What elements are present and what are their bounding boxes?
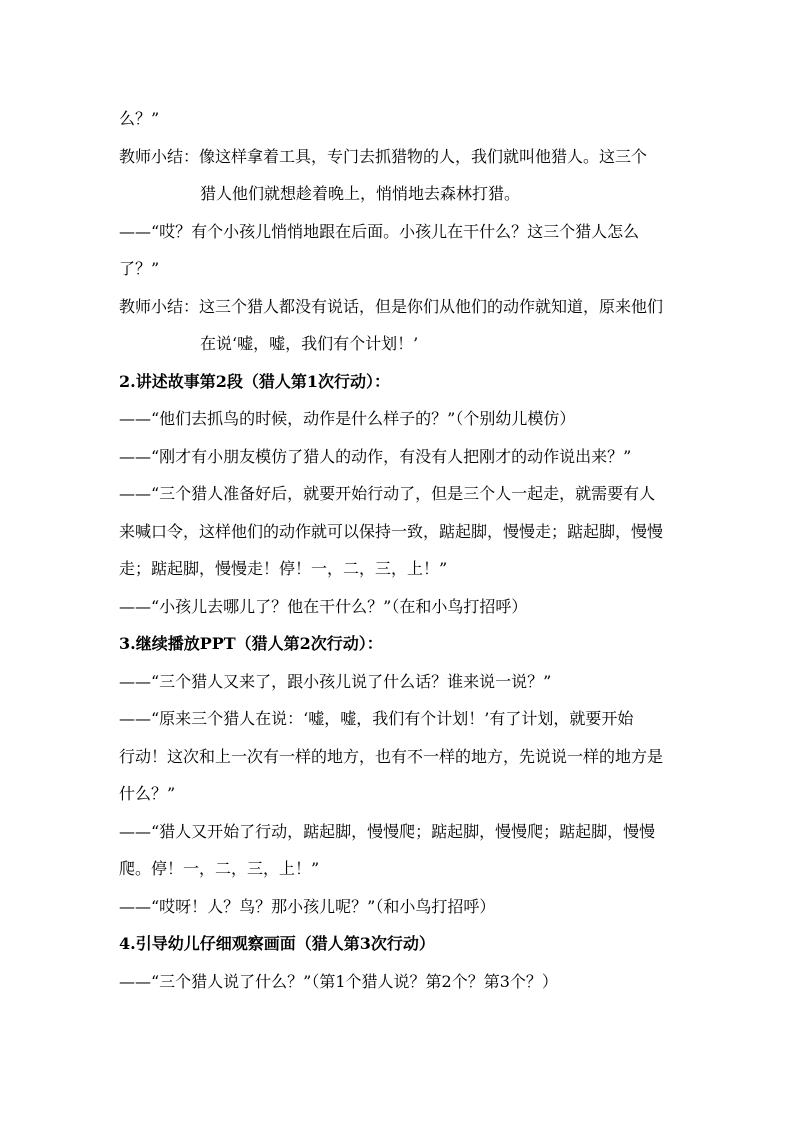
dialogue-continuation: 爬。停！一，二，三，上！”: [119, 859, 320, 878]
dialogue-line: ——“三个猎人准备好后，就要开始行动了，但是三个人一起走，就需要有人: [119, 484, 656, 503]
dialogue-line: ——“三个猎人又来了，跟小孩儿说了什么话？谁来说一说？”: [119, 672, 552, 691]
dialogue-line: ——“他们去抓鸟的时候，动作是什么样子的？”（个别幼儿模仿）: [119, 409, 576, 428]
dialogue-continuation: 了？”: [119, 259, 160, 278]
teacher-summary-continuation: 猎人他们就想趁着晚上，悄悄地去森林打猎。: [200, 184, 521, 203]
dialogue-line: ——“小孩儿去哪儿了？他在干什么？”（在和小鸟打招呼）: [119, 597, 528, 616]
dialogue-line: ——“三个猎人说了什么？”（第1个猎人说？第2个？第3个？）: [119, 972, 558, 991]
dialogue-continuation: 什么？”: [119, 784, 176, 803]
dialogue-line: ——“刚才有小朋友模仿了猎人的动作，有没有人把刚才的动作说出来？”: [119, 447, 632, 466]
dialogue-line: ——“猎人又开始了行动，踮起脚，慢慢爬；踮起脚，慢慢爬；踮起脚，慢慢: [119, 822, 656, 841]
section-heading-4: 4.引导幼儿仔细观察画面（猎人第3次行动）: [119, 934, 435, 953]
dialogue-continuation: 行动！这次和上一次有一样的地方，也有不一样的地方，先说说一样的地方是: [119, 747, 664, 766]
dialogue-continuation: 走；踮起脚，慢慢走！停！一，二，三，上！”: [119, 559, 448, 578]
dialogue-continuation: 来喊口令，这样他们的动作就可以保持一致，踮起脚，慢慢走；踮起脚，慢慢: [119, 522, 664, 541]
dialogue-line: ——“哎？有个小孩儿悄悄地跟在后面。小孩儿在干什么？这三个猎人怎么: [119, 222, 640, 241]
dialogue-line: ——“哎呀！人？鸟？那小孩儿呢？”（和小鸟打招呼）: [119, 897, 496, 916]
teacher-summary-continuation: 在说‘嘘，嘘，我们有个计划！’: [200, 334, 419, 353]
dialogue-line: ——“原来三个猎人在说：‘嘘，嘘，我们有个计划！’有了计划，就要开始: [119, 709, 634, 728]
teacher-summary-line: 教师小结：这三个猎人都没有说话，但是你们从他们的动作就知道，原来他们: [119, 297, 664, 316]
section-heading-2: 2.讲述故事第2段（猎人第1次行动）：: [119, 372, 390, 391]
teacher-summary-line: 教师小结：像这样拿着工具，专门去抓猎物的人，我们就叫他猎人。这三个: [119, 147, 648, 166]
paragraph-line: 么？”: [119, 109, 160, 128]
section-heading-3: 3.继续播放PPT（猎人第2次行动）：: [119, 634, 383, 653]
